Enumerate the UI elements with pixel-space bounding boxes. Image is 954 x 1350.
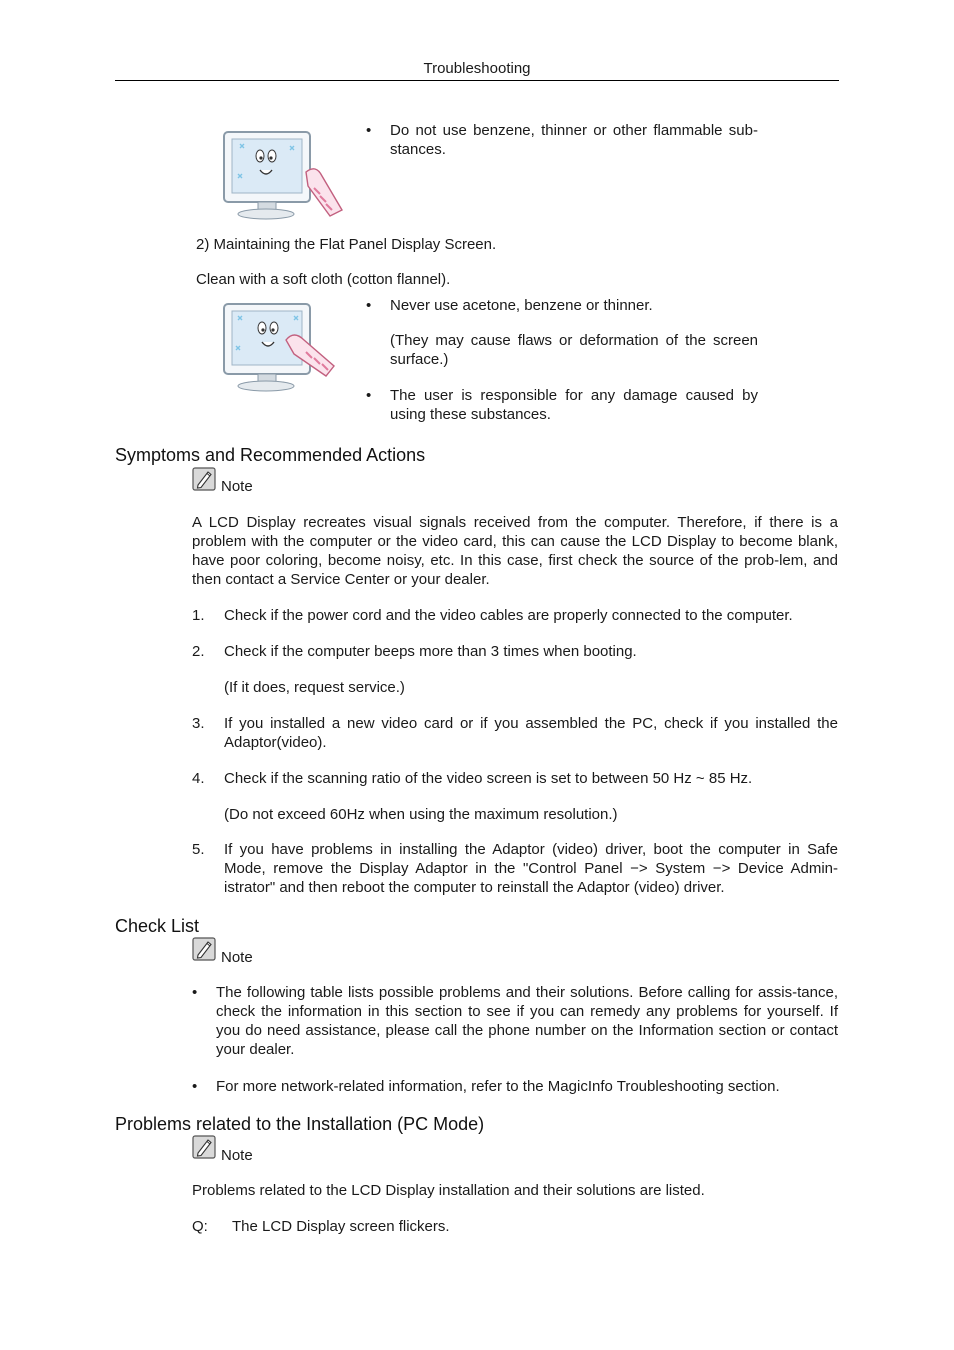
bullet-acetone-text: Never use acetone, benzene or thinner. [390,297,653,314]
list-item-text: Check if the power cord and the video cables are properly connected to the computer. [224,607,793,624]
list-item-subtext: (If it does, request service.) [224,679,405,696]
list-item-subtext: (Do not exceed 60Hz when using the maximum resolution.) [224,806,618,823]
note-pencil-icon [192,1135,216,1159]
section-title-check-list: Check List [115,916,200,936]
list-item-text: If you have problems in installing the Adaptor (video) driver, boot the computer in Safe Mode, remove the Display Adaptor in the "Control Panel −> System −> Device Admin-istrator" and then reboot the computer to reinstall the Adaptor (video) driver. [224,841,838,896]
question-label: Q: [192,1218,208,1235]
bullet-marker: • [366,387,372,404]
list-item-text: If you installed a new video card or if you assembled the PC, check if you installed the Adaptor(video). [224,715,838,751]
checklist-bullet-text: For more network-related information, refer to the MagicInfo Troubleshooting section. [216,1078,780,1095]
list-item-text: Check if the scanning ratio of the video screen is set to between 50 Hz ~ 85 Hz. [224,770,753,787]
list-number: 2. [192,643,205,660]
list-number: 1. [192,607,205,624]
section-title-installation: Problems related to the Installation (PC Mode) [115,1114,485,1134]
list-number: 4. [192,770,205,787]
question-text: The LCD Display screen flickers. [232,1218,450,1235]
bullet-marker: • [192,1078,198,1095]
bullet-marker: • [192,984,198,1001]
checklist-bullet-text: The following table lists possible problems and their solutions. Before calling for assis-tance, check the information in this section to see if you can remedy any problems for yourself. If you do need assistance, please call the phone number on the Information section or contact your dealer. [216,984,838,1058]
bullet-responsible-text: The user is responsible for any damage caused by using these substances. [390,387,758,423]
note-label: Note [221,1147,253,1164]
list-number: 3. [192,715,205,732]
clean-text: Clean with a soft cloth (cotton flannel). [196,271,451,288]
bullet-benzene-text: Do not use benzene, thinner or other flammable sub-stances. [390,122,758,158]
note-label: Note [221,478,253,495]
acetone-note-text: (They may cause flaws or deformation of the screen surface.) [390,332,758,368]
installation-paragraph: Problems related to the LCD Display installation and their solutions are listed. [192,1182,705,1199]
bullet-marker: • [366,122,372,139]
bullet-marker: • [366,297,372,314]
monitor-wiping-illustration [210,296,350,396]
header-rule [115,80,839,81]
note-label: Note [221,949,253,966]
page-header-title: Troubleshooting [423,60,531,77]
note-pencil-icon [192,467,216,491]
section-title-symptoms: Symptoms and Recommended Actions [115,445,426,465]
monitor-cleaning-illustration [210,122,350,222]
symptoms-paragraph: A LCD Display recreates visual signals received from the computer. Therefore, if there is a problem with the computer or the video card, this can cause the LCD Display to become blank, have poor coloring, become noisy, etc. In this case, first check the source of the prob-lem, and then contact a Service Center or your dealer. [192,514,838,588]
list-item-text: Check if the computer beeps more than 3 times when booting. [224,643,637,660]
list-number: 5. [192,841,205,858]
maintain-heading: 2) Maintaining the Flat Panel Display Screen. [196,236,497,253]
note-pencil-icon [192,937,216,961]
